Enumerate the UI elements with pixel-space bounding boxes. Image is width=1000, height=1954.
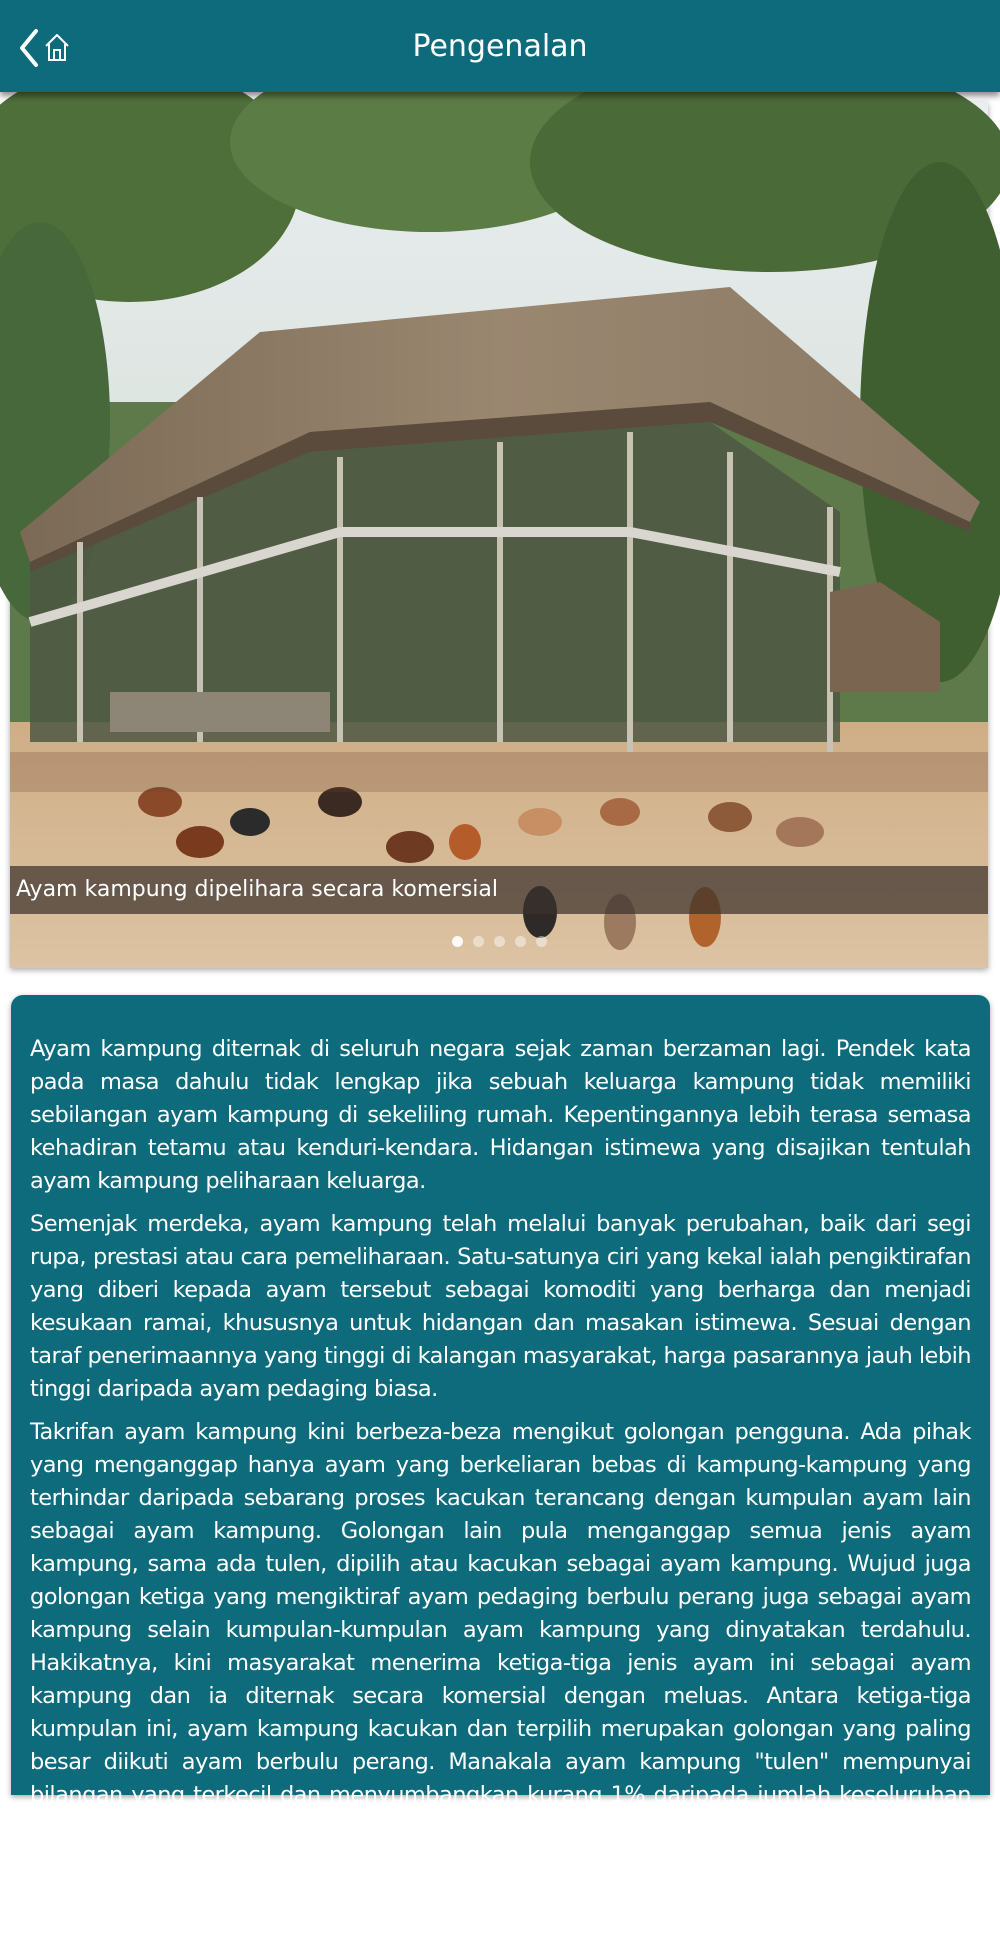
slider-dot-5[interactable] [536, 936, 547, 947]
slide-image-chicken-farm [10, 102, 988, 968]
image-slider[interactable] [10, 102, 988, 968]
slide-caption: Ayam kampung dipelihara secara komersial [16, 877, 498, 902]
content-card[interactable] [11, 995, 990, 1950]
slider-dot-1[interactable] [452, 936, 463, 947]
paragraph-4: Walaupun perbezaan ketara wujud dari segi sifat fizikal pada ketiga-tiga kumpulan ayam ini, kaedah penternakannya sebagai sumber daging dalam banyak keadaan adalah serupa. [30, 1858, 971, 1950]
slide-caption-bar [10, 866, 988, 914]
app-header [0, 0, 1000, 92]
paragraph-1: Ayam kampung diternak di seluruh negara sejak zaman berzaman lagi. Pendek kata pada masa dahulu tidak lengkap jika sebuah keluarga kampung tidak memiliki sebilangan ayam kampung di sekeliling rumah. Kepentingannya lebih terasa semasa kehadiran tetamu atau kenduri-kendara. Hidangan istimewa yang disajikan tentulah ayam kampung peliharaan keluarga. [30, 1036, 971, 1194]
paragraph-2: Semenjak merdeka, ayam kampung telah melalui banyak perubahan, baik dari segi rupa, prestasi atau cara pemeliharaan. Satu-satunya ciri yang kekal ialah pengiktirafan yang diberi kepada ayam tersebut sebagai komoditi yang berharga dan menjadi kesukaan ramai, khususnya untuk hidangan dan masakan istimewa. Sesuai dengan taraf penerimaannya yang tinggi di kalangan masyarakat, harga pasarannya jauh lebih tinggi daripada ayam pedaging biasa. [30, 1211, 971, 1402]
chevron-left-icon [18, 28, 40, 68]
home-button[interactable] [42, 30, 72, 64]
back-button[interactable] [14, 26, 44, 70]
slider-pagination [10, 936, 988, 952]
paragraph-3: Takrifan ayam kampung kini berbeza-beza mengikut golongan pengguna. Ada pihak yang menganggap hanya ayam yang berkeliaran bebas di kampung-kampung yang terhindar daripada sebarang proses kacukan terancang dengan kumpulan ayam lain sebagai ayam kampung. Golongan lain pula menganggap semua jenis ayam kampung, sama ada tulen, dipilih atau kacukan sebagai ayam kampung. Wujud juga golongan ketiga yang mengiktiraf ayam pedaging berbulu perang juga sebagai ayam kampung selain kumpulan-kumpulan ayam kampung yang dinyatakan terdahulu. Hakikatnya, kini masyarakat menerima ketiga-tiga jenis ayam ini sebagai ayam kampung dan ia diternak secara komersial dengan meluas. Antara ketiga-tiga kumpulan ini, ayam kampung kacukan dan terpilih merupakan golongan yang paling besar diikuti ayam berbulu perang. Manakala ayam kampung "tulen" mempunyai bilangan yang terkecil dan menyumbangkan kurang 1% daripada jumlah keseluruhan ayam kampung dipasaran. [30, 1419, 971, 1841]
slider-dot-3[interactable] [494, 936, 505, 947]
page-title: Pengenalan [412, 29, 588, 64]
home-icon [44, 32, 70, 62]
slider-dot-4[interactable] [515, 936, 526, 947]
slider-dot-2[interactable] [473, 936, 484, 947]
